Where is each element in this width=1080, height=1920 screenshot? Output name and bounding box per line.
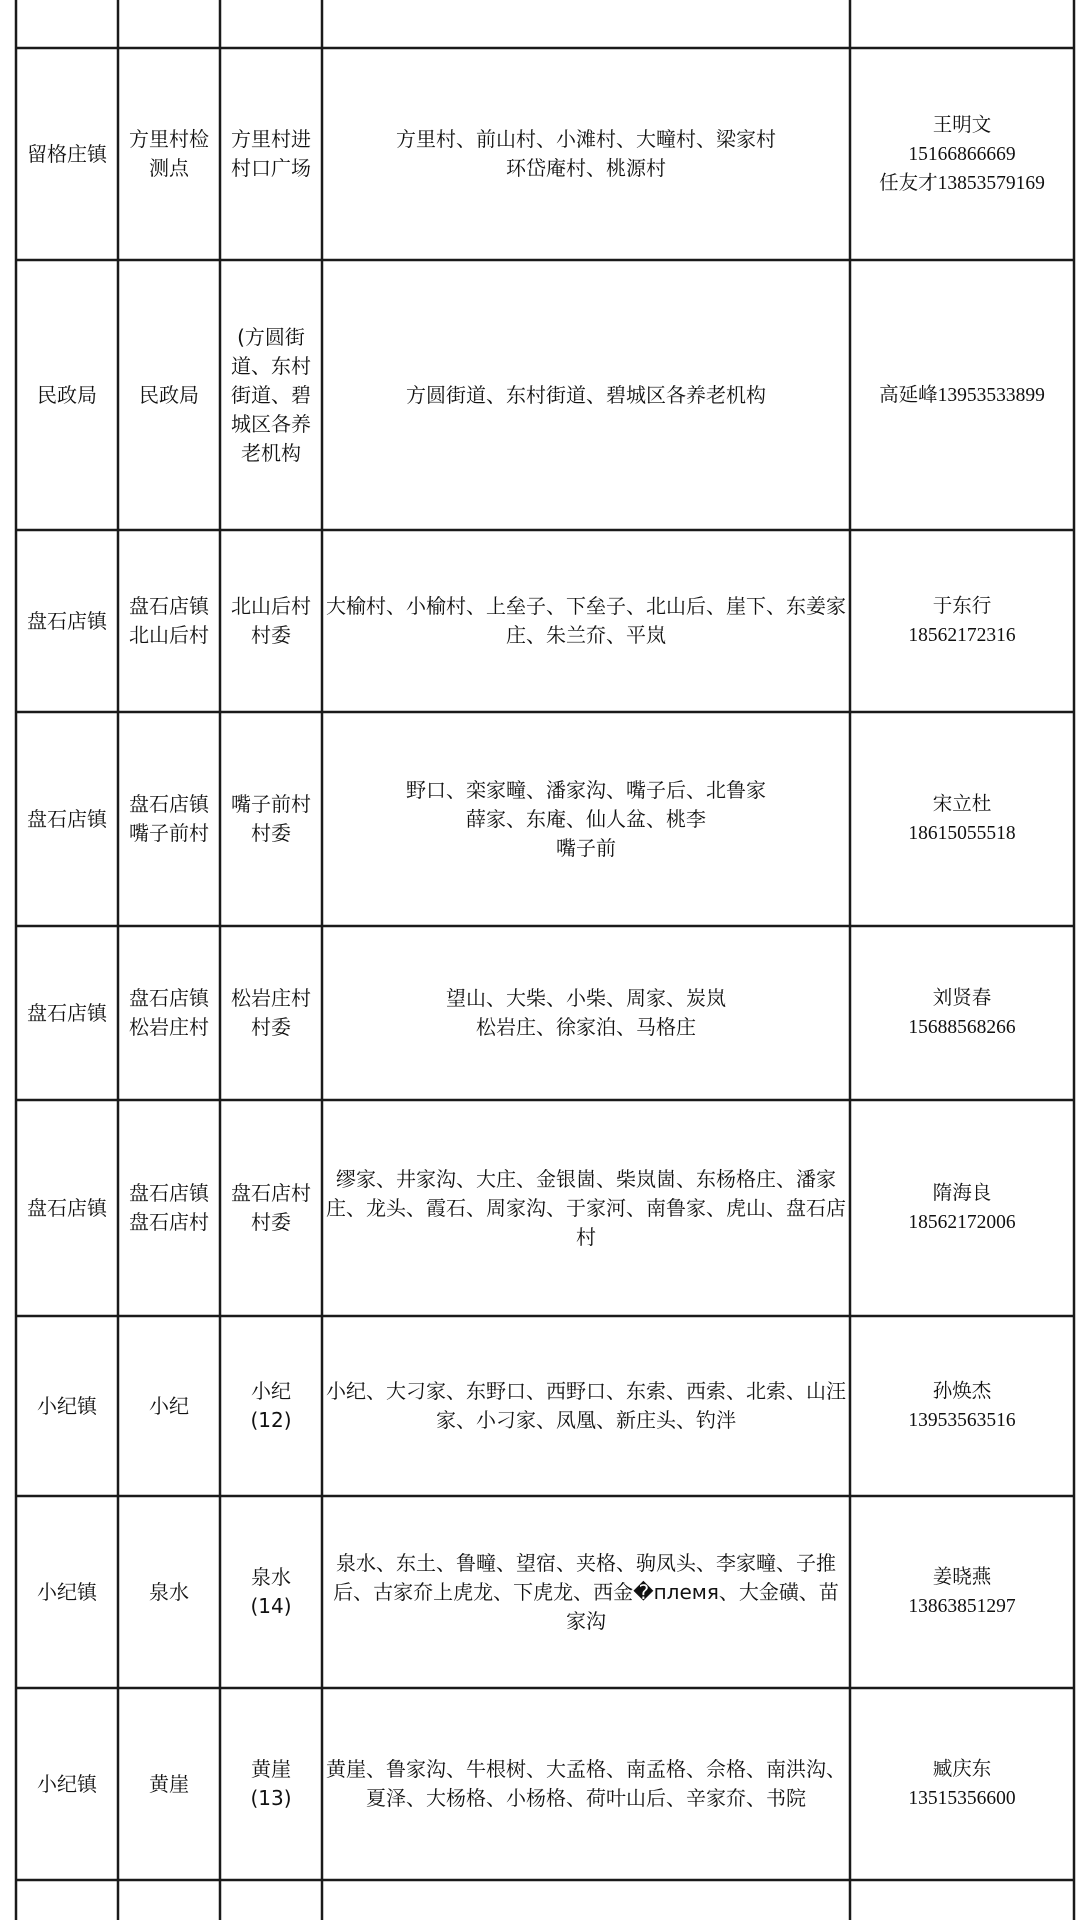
table-cell-villages: 小纪、大刁家、东野口、西野口、东索、西索、北索、山汪家、小刁家、凤凰、新庄头、钓泮 (326, 1379, 846, 1432)
table-cell-town: 留格庄镇 (27, 141, 107, 166)
table-cell-contact: 孙焕杰 13953563516 (908, 1381, 1016, 1431)
table-cell-town: 盘石店镇 (27, 608, 107, 633)
table-cell-site: 方里村检测点 (129, 127, 209, 180)
table-cell-contact: 于东行 18562172316 (908, 596, 1016, 646)
table-cell-location: 盘石店村村委 (231, 1181, 311, 1234)
table-cell-site: 盘石店镇嘴子前村 (129, 792, 209, 845)
table-cell-town: 盘石店镇 (27, 1195, 107, 1220)
table-cell-contact: 姜晓燕 13863851297 (908, 1567, 1016, 1617)
table-cell-contact: 刘贤春 15688568266 (908, 988, 1016, 1038)
table-cell-contact: 高延峰13953533899 (879, 384, 1045, 406)
table-cell-location: 泉水 (14) (250, 1565, 292, 1618)
table-cell-location: (方圆街道、东村街道、碧城区各养老机构 (231, 324, 311, 465)
table-cell-villages: 黄崖、鲁家沟、牛根树、大孟格、南孟格、佘格、南洪沟、夏泽、大杨格、小杨格、荷叶山后、辛家夼、书院 (326, 1757, 846, 1810)
table-cell-town: 小纪镇 (37, 1579, 97, 1604)
table-cell-site: 盘石店镇北山后村 (129, 594, 209, 647)
table-cell-contact: 王明文 15166866669 任友才13853579169 (879, 114, 1045, 194)
table-cell-location: 嘴子前村村委 (231, 792, 311, 845)
table-cell-site: 泉水 (149, 1579, 189, 1604)
table-cell-villages: 泉水、东土、鲁疃、望宿、夹格、驹凤头、李家疃、子推后、古家夼上虎龙、下虎龙、西金�племя、大金磺、苗家沟 (333, 1550, 839, 1633)
table-cell-location: 小纪 (12) (250, 1379, 292, 1432)
table-cell-villages: 望山、大柴、小柴、周家、炭岚 松岩庄、徐家泊、马格庄 (446, 986, 726, 1039)
table-cell-location: 松岩庄村村委 (231, 986, 311, 1039)
table-cell-town: 小纪镇 (37, 1393, 97, 1418)
table-cell-villages: 方圆街道、东村街道、碧城区各养老机构 (406, 382, 766, 407)
table-cell-site: 盘石店镇松岩庄村 (129, 986, 209, 1039)
table-cell-location: 方里村进村口广场 (231, 127, 311, 180)
table-cell-town: 民政局 (37, 382, 97, 407)
table-cell-villages: 大榆村、小榆村、上垒子、下垒子、北山后、崖下、东姜家庄、朱兰夼、平岚 (326, 594, 846, 647)
table-cell-location: 北山后村村委 (231, 594, 311, 647)
table-cell-site: 小纪 (149, 1393, 189, 1418)
table-cell-site: 盘石店镇盘石店村 (129, 1181, 209, 1234)
table-cell-town: 盘石店镇 (27, 806, 107, 831)
table-cell-contact: 臧庆东 13515356600 (908, 1759, 1016, 1809)
table-cell-town: 小纪镇 (37, 1771, 97, 1796)
table-cell-site: 黄崖 (149, 1771, 189, 1796)
table-cell-villages: 野口、栾家疃、潘家沟、嘴子后、北鲁家 薛家、东庵、仙人盆、桃李 嘴子前 (406, 777, 766, 860)
table-cell-town: 盘石店镇 (27, 1000, 107, 1025)
table-cell-villages: 缪家、井家沟、大庄、金银崮、柴岚崮、东杨格庄、潘家庄、龙头、霞石、周家沟、于家河、南鲁家、虎山、盘石店村 (326, 1166, 846, 1249)
table-cell-villages: 方里村、前山村、小滩村、大疃村、梁家村 环岱庵村、桃源村 (396, 127, 776, 180)
table-cell-location: 黄崖 (13) (250, 1757, 292, 1810)
table-cell-contact: 宋立杜 18615055518 (908, 794, 1016, 844)
table-cell-contact: 隋海良 18562172006 (908, 1183, 1016, 1233)
table-cell-site: 民政局 (139, 382, 199, 407)
